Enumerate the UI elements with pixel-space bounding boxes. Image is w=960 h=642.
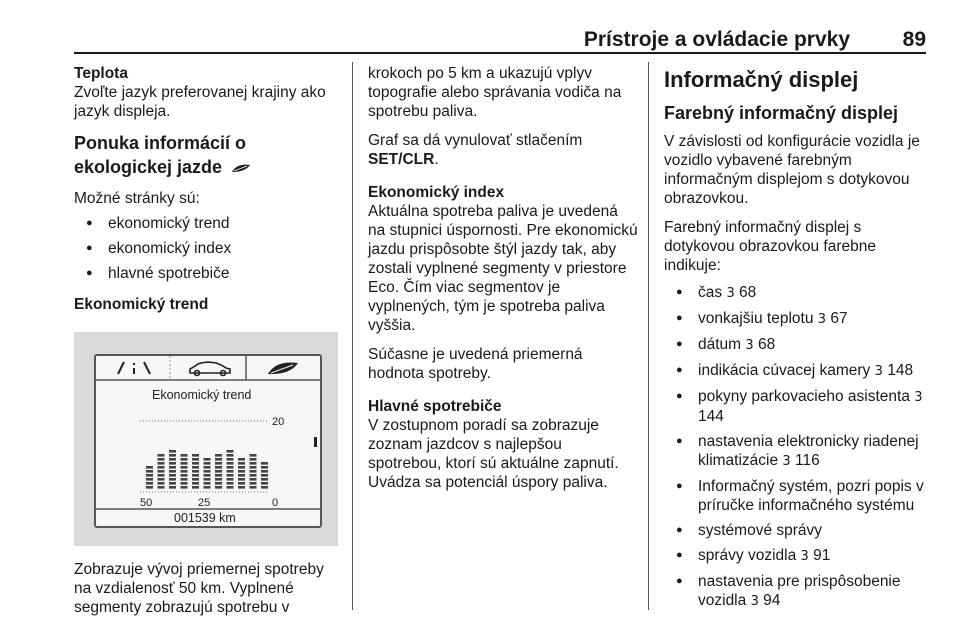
trend-bar-segment: [158, 474, 165, 477]
list-item-text: pokyny parkovacieho asistenta: [698, 388, 910, 405]
trend-bar-segment: [204, 470, 211, 473]
column-divider-1: [352, 62, 353, 610]
trend-bar-segment: [238, 462, 245, 465]
trend-bar-segment: [215, 462, 222, 465]
trend-bar-segment: [204, 478, 211, 481]
eco-leaf-icon: [268, 362, 298, 374]
trend-bar-segment: [215, 474, 222, 477]
trend-bar-segment: [250, 458, 257, 461]
trend-bar-segment: [192, 454, 199, 457]
indications-list: [664, 283, 930, 611]
trend-bar-segment: [250, 462, 257, 465]
trend-bar-segment: [181, 458, 188, 461]
trend-bar-segment: [158, 458, 165, 461]
list-item: ● ekonomický index: [74, 239, 342, 258]
trend-bar-segment: [227, 458, 234, 461]
trend-bar-segment: [261, 466, 268, 469]
trend-bar-segment: [169, 486, 176, 489]
xref-arrow-icon: 3: [817, 312, 827, 327]
trend-bar-segment: [158, 482, 165, 485]
trend-bar-segment: [158, 462, 165, 465]
list-item: [664, 361, 930, 381]
trend-bars: [146, 450, 268, 489]
index-text: Aktuálna spotreba paliva je uvedená na stupnici úspornosti. Pre ekonomickú jazdu prispôsobte štýl jazdy tak, aby zostali vyplnené segmenty v priestore Eco. Čím viac segmentov je vyplnených, tým je spotreba paliva vyššia.: [368, 203, 638, 334]
xref-arrow-icon: 3: [745, 338, 754, 353]
xref-arrow-icon: 3: [874, 364, 883, 379]
column-1: [74, 64, 342, 627]
trend-bar-segment: [261, 462, 268, 465]
trend-heading: Ekonomický trend: [74, 296, 209, 313]
page-ref: 94: [763, 592, 781, 609]
reset-prefix: Graf sa dá vynulovať stlačením: [368, 132, 583, 149]
eco-trend-screen-figure: [74, 332, 338, 546]
trend-bar-segment: [227, 454, 234, 457]
xref-arrow-icon: 3: [914, 390, 923, 405]
trend-bar-segment: [169, 478, 176, 481]
trend-bar-segment: [181, 478, 188, 481]
list-item-text: systémové správy: [698, 522, 823, 539]
list-item: [664, 283, 930, 303]
trend-bar-segment: [181, 466, 188, 469]
trend-bar-segment: [215, 466, 222, 469]
x-label-0: 0: [272, 497, 279, 509]
trend-bar-segment: [227, 470, 234, 473]
eco-trend-display: [94, 354, 322, 528]
ponuka-heading: [74, 131, 342, 179]
list-item: [664, 335, 930, 355]
intro-p2: Farebný informačný displej s dotykovou obrazovkou farebne indikuje:: [664, 219, 876, 274]
trend-bar-segment: [261, 474, 268, 477]
trend-bar-segment: [169, 470, 176, 473]
trend-bar-segment: [250, 486, 257, 489]
page-ref: 116: [795, 452, 820, 469]
trend-bar-segment: [261, 470, 268, 473]
trend-bar-segment: [169, 450, 176, 453]
xref-arrow-icon: 3: [726, 286, 735, 301]
trend-bar-segment: [215, 486, 222, 489]
trend-bar-segment: [146, 474, 153, 477]
trend-bar-segment: [227, 478, 234, 481]
index-heading: Ekonomický index: [368, 184, 505, 201]
page-ref: 144: [698, 408, 724, 425]
list-item-text: vonkajšiu teplotu: [698, 310, 814, 327]
trend-bar-segment: [204, 466, 211, 469]
list-item-text: indikácia cúvacej kamery: [698, 362, 871, 379]
driving-info-icon: [118, 362, 150, 374]
reset-text: [368, 131, 638, 169]
main-heading: Informačný displej: [664, 67, 859, 92]
list-item: [664, 572, 930, 611]
page-ref: 91: [813, 547, 831, 564]
column-3: [664, 66, 930, 623]
trend-bar-segment: [146, 486, 153, 489]
trend-bar-segment: [227, 474, 234, 477]
header-rule: [74, 52, 926, 54]
trend-bar-segment: [181, 486, 188, 489]
trend-bar-segment: [261, 486, 268, 489]
spot-heading: Hlavné spotrebiče: [368, 398, 502, 415]
trend-bar-segment: [238, 470, 245, 473]
x-label-50: 50: [140, 497, 153, 509]
ponuka-heading-text: Ponuka informácií o ekologickej jazde: [74, 133, 247, 177]
eco-leaf-icon: [231, 163, 251, 173]
trend-bar-segment: [169, 458, 176, 461]
sub-heading: Farebný informačný displej: [664, 103, 899, 123]
mozne-text: Možné stránky sú:: [74, 190, 200, 207]
reset-suffix: .: [434, 151, 439, 168]
eco-trend-graphic: [96, 356, 320, 526]
trend-bar-segment: [192, 462, 199, 465]
trend-bar-segment: [215, 470, 222, 473]
trend-bar-segment: [227, 462, 234, 465]
list-item: [664, 521, 930, 540]
trend-bar-segment: [261, 482, 268, 485]
trend-bar-segment: [215, 458, 222, 461]
trend-bar-segment: [204, 458, 211, 461]
page-number: 89: [902, 28, 926, 51]
list-item: ● ekonomický trend: [74, 214, 342, 233]
trend-bar-segment: [238, 482, 245, 485]
trend-bar-segment: [250, 478, 257, 481]
trend-bar-segment: [192, 478, 199, 481]
trend-bar-segment: [169, 454, 176, 457]
list-item: ● hlavné spotrebiče: [74, 264, 342, 283]
trend-bar-segment: [181, 470, 188, 473]
xref-arrow-icon: 3: [782, 454, 791, 469]
intro-p1: V závislosti od konfigurácie vozidla je vozidlo vybavené farebným informačným displejom s dotykovou obrazovkou.: [664, 133, 920, 207]
page-ref: 67: [830, 310, 848, 327]
trend-bar-segment: [238, 486, 245, 489]
scale-top-label: 20: [272, 416, 285, 428]
trend-bar-segment: [238, 474, 245, 477]
index-text-2: Súčasne je uvedená priemerná hodnota spotreby.: [368, 346, 583, 382]
trend-bar-segment: [238, 478, 245, 481]
trend-bar-segment: [192, 466, 199, 469]
trend-bar-segment: [215, 482, 222, 485]
trend-bar-segment: [181, 474, 188, 477]
trend-bar-segment: [192, 470, 199, 473]
list-item: [664, 546, 930, 566]
trend-bar-segment: [238, 458, 245, 461]
list-item-text: nastavenia pre prispôsobenie vozidla: [698, 573, 901, 609]
x-label-25: 25: [198, 497, 211, 509]
page-ref: 148: [887, 362, 914, 379]
spot-text: V zostupnom poradí sa zobrazuje zoznam jazdcov s najlepšou spotrebou, ktorí sú aktuálne zapnutí. Uvádza sa potenciál úspory paliva.: [368, 417, 619, 491]
list-item: [664, 432, 930, 471]
trend-bar-segment: [250, 474, 257, 477]
trend-bar-segment: [250, 470, 257, 473]
trend-bar-segment: [158, 466, 165, 469]
column-divider-2: [648, 62, 649, 610]
list-item: [664, 309, 930, 329]
odometer: 001539 km: [174, 511, 236, 525]
list-item-text: čas: [698, 284, 723, 301]
xref-arrow-icon: 3: [800, 549, 809, 564]
trend-bar-segment: [250, 454, 257, 457]
column-2: [368, 64, 638, 502]
trend-bar-segment: [169, 474, 176, 477]
trend-bar-segment: [215, 454, 222, 457]
trend-text: Zobrazuje vývoj priemernej spotreby na vzdialenosť 50 km. Vyplnené segmenty zobrazujú spotrebu v: [74, 561, 324, 616]
trend-bar-segment: [169, 482, 176, 485]
screen-title: Ekonomický trend: [152, 388, 252, 402]
list-item: [664, 387, 930, 426]
trend-bar-segment: [227, 486, 234, 489]
trend-bar-segment: [250, 482, 257, 485]
trend-bar-segment: [204, 486, 211, 489]
reset-key: SET/CLR: [368, 151, 435, 168]
xref-arrow-icon: 3: [750, 594, 759, 609]
trend-bar-segment: [238, 466, 245, 469]
trend-bar-segment: [146, 478, 153, 481]
trend-bar-segment: [181, 454, 188, 457]
trend-bar-segment: [158, 486, 165, 489]
trend-bar-segment: [158, 470, 165, 473]
trend-bar-segment: [204, 474, 211, 477]
list-item-text: správy vozidla: [698, 547, 797, 564]
trend-bar-segment: [250, 466, 257, 469]
cont-text: krokoch po 5 km a ukazujú vplyv topografie alebo správania vodiča na spotrebu paliva.: [368, 65, 622, 120]
trend-bar-segment: [146, 482, 153, 485]
trend-bar-segment: [146, 466, 153, 469]
trend-bar-segment: [192, 486, 199, 489]
trend-bar-segment: [169, 466, 176, 469]
page-ref: 68: [739, 284, 757, 301]
trend-bar-segment: [261, 478, 268, 481]
trend-bar-segment: [204, 482, 211, 485]
trend-bar-segment: [227, 450, 234, 453]
trend-bar-segment: [158, 454, 165, 457]
trend-bar-segment: [227, 482, 234, 485]
car-icon: [190, 362, 230, 375]
teplota-text: Zvoľte jazyk preferovanej krajiny ako jazyk displeja.: [74, 84, 326, 120]
trend-bar-segment: [169, 462, 176, 465]
trend-bar-segment: [192, 482, 199, 485]
list-item-text: dátum: [698, 336, 742, 353]
pages-list: [74, 214, 342, 283]
trend-bar-segment: [181, 462, 188, 465]
trend-bar-segment: [192, 474, 199, 477]
trend-bar-segment: [204, 462, 211, 465]
trend-bar-segment: [158, 478, 165, 481]
page-ref: 68: [758, 336, 776, 353]
trend-bar-segment: [192, 458, 199, 461]
trend-bar-segment: [215, 478, 222, 481]
teplota-heading: Teplota: [74, 65, 128, 82]
trend-bar-segment: [146, 470, 153, 473]
chapter-title: Prístroje a ovládacie prvky: [583, 28, 850, 51]
trend-bar-segment: [181, 482, 188, 485]
page-header: [74, 22, 926, 54]
list-item-text: Informačný systém, pozri popis v príručke informačného systému: [698, 478, 924, 514]
list-item: [664, 477, 930, 515]
trend-bar-segment: [227, 466, 234, 469]
list-item-text: nastavenia elektronicky riadenej klimatizácie: [698, 433, 919, 469]
